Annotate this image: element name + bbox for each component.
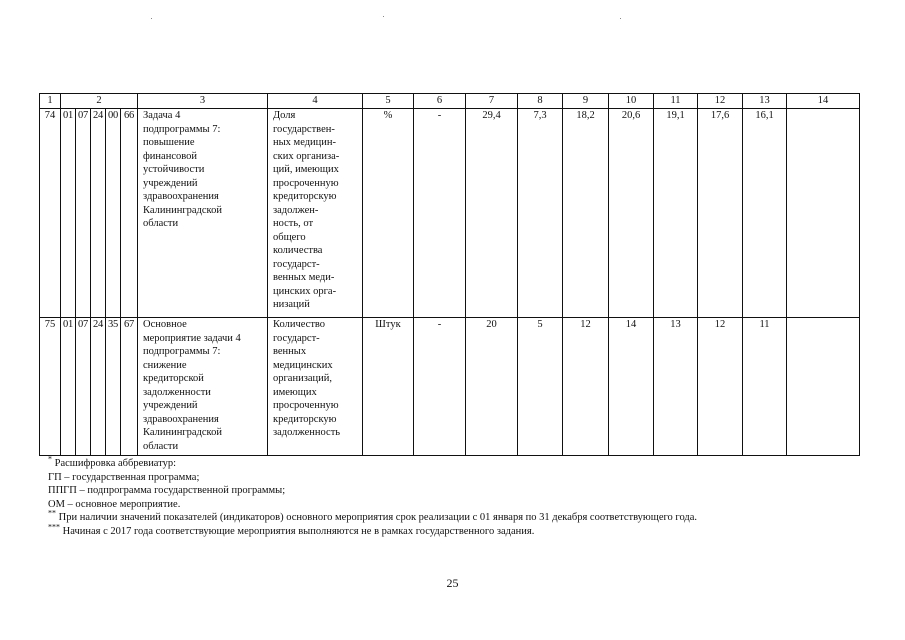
task-name-cell: Основное мероприятие задачи 4 подпрограммы 7: снижение кредиторской задолженности учреждений здравоохранения Калининградской области [138,318,268,456]
page-number: 25 [446,576,459,590]
value-cell: 14 [609,318,654,456]
code-cell: 24 [91,109,106,318]
code-cell: 00 [106,109,121,318]
value-cell: 20 [466,318,518,456]
value-cell: - [414,318,466,456]
value-cell: 17,6 [698,109,743,318]
header-cell: 9 [563,94,609,109]
value-cell: 5 [518,318,563,456]
value-cell [787,109,860,318]
header-cell: 7 [466,94,518,109]
value-cell: 12 [563,318,609,456]
footnote-separator [48,455,200,456]
footnote-line: *** Начиная с 2017 года соответствующие мероприятия выполняются не в рамках государственного задания. [48,522,535,537]
code-cell: 66 [121,109,138,318]
unit-cell: Штук [363,318,414,456]
table-row [40,318,860,456]
table-row [40,109,860,318]
header-cell: 1 [40,94,61,109]
header-cell: 5 [363,94,414,109]
indicator-cell: Количество государст- венных медицинских организаций, имеющих просроченную кредиторскую задолженность [268,318,363,456]
value-cell: 20,6 [609,109,654,318]
footnote-line: ** При наличии значений показателей (индикаторов) основного мероприятия срок реализации с 01 января по 31 декабря соответствующего года. [48,508,698,524]
row-number: 75 [40,318,61,456]
value-cell: 18,2 [563,109,609,318]
unit-cell: % [363,109,414,318]
task-name-cell: Задача 4 подпрограммы 7: повышение финансовой устойчивости учреждений здравоохранения Калининградской области [138,109,268,318]
header-cell: 4 [268,94,363,109]
header-cell: 3 [138,94,268,109]
scan-speck [620,18,621,19]
value-cell [787,318,860,456]
row-number: 74 [40,109,61,318]
scan-speck [151,18,152,19]
value-cell: - [414,109,466,318]
value-cell: 16,1 [743,109,787,318]
footnotes [48,455,878,539]
value-cell: 29,4 [466,109,518,318]
footnote-line: ГП – государственная программа; [48,471,200,483]
indicators-table [39,93,860,456]
header-cell: 10 [609,94,654,109]
code-cell: 07 [76,109,91,318]
header-cell: 14 [787,94,860,109]
header-cell: 2 [61,94,138,109]
header-cell: 6 [414,94,466,109]
code-cell: 01 [61,318,76,456]
indicator-cell: Доля государствен- ных медицин- ских организа- ций, имеющих просроченную кредиторскую задолжен- ность, от общего количества государст- венных меди- цинских орга- низаций [268,109,363,318]
code-cell: 01 [61,109,76,318]
header-cell: 12 [698,94,743,109]
footnote-abbreviations-title: * Расшифровка аббревиатур: [48,454,177,469]
value-cell: 19,1 [654,109,698,318]
code-cell: 24 [91,318,106,456]
header-cell: 13 [743,94,787,109]
value-cell: 11 [743,318,787,456]
column-numbers-row [40,94,860,109]
header-cell: 11 [654,94,698,109]
code-cell: 35 [106,318,121,456]
code-cell: 07 [76,318,91,456]
header-cell: 8 [518,94,563,109]
value-cell: 13 [654,318,698,456]
footnote-line: ППГП – подпрограмма государственной программы; [48,485,286,497]
scan-speck [383,16,384,17]
value-cell: 7,3 [518,109,563,318]
code-cell: 67 [121,318,138,456]
value-cell: 12 [698,318,743,456]
footnote-line: ОМ – основное мероприятие. [48,498,181,510]
